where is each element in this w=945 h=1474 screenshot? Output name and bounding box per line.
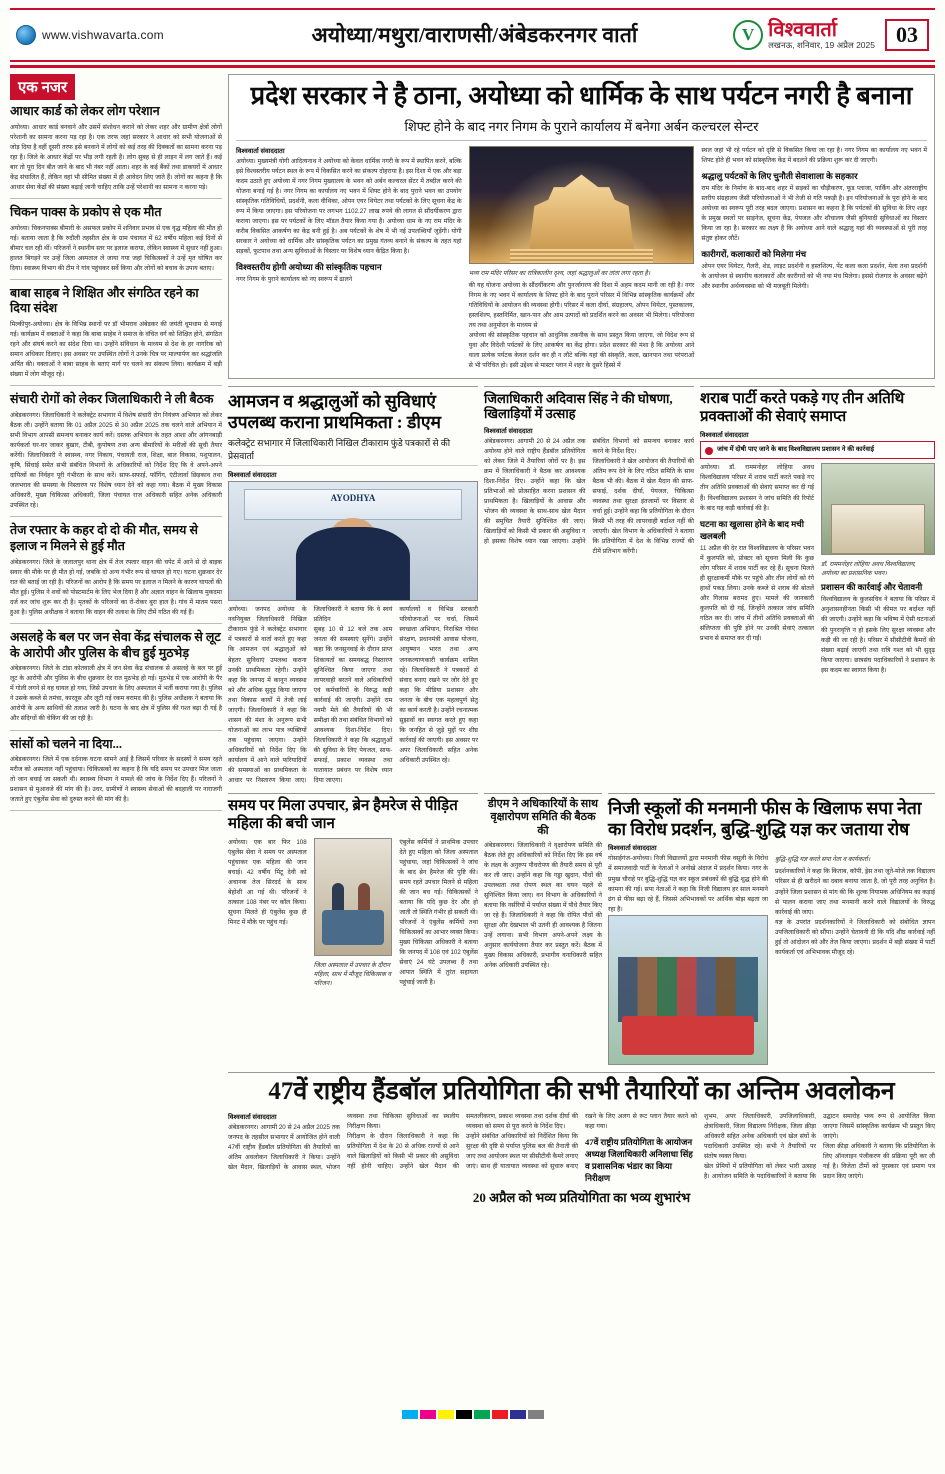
article-col3: विश्वविद्यालय के कुलसचिव ने बताया कि परिसर में अनुशासनहीनता किसी भी कीमत पर बर्दाश्त नहीं की जाएगी। उन्होंने कहा कि भविष्य में ऐसी घटनाओं की पुनरावृत्ति न हो इसके लिए सुरक्षा व्यवस्था और कड़ी की जा रही है। परिसर में सीसीटीवी कैमरों की संख्या बढ़ाई जाएगी तथा रात्रि गश्त को भी सुदृढ़ किया जाएगा। छात्रसंघ पदाधिकारियों ने प्रशासन के इस कदम का स्वागत किया है। xyxy=(821,596,935,674)
article-dm-press xyxy=(228,386,478,786)
list-item[interactable] xyxy=(10,104,222,199)
article-headline: समय पर मिला उपचार, ब्रेन हैमरेज से पीड़ित महिला की बची जान xyxy=(228,798,458,832)
article-liquor-party xyxy=(700,386,935,786)
protest-photo xyxy=(608,915,768,1065)
sports-col5: खेल प्रेमियों में प्रतियोगिता को लेकर भारी उत्साह है। आयोजन समिति के पदाधिकारियों ने बताया कि उद्घाटन समारोह भव्य रूप से आयोजित किया जाएगा जिसमें सांस्कृतिक कार्यक्रम भी प्रस्तुत किए जाएंगे। xyxy=(704,1112,935,1180)
lead-col3-subtext: राम मंदिर के निर्माण के बाद-बाद शहर में सड़कों का चौड़ीकरण, फूड प्लाजा, पार्किंग और अंतरराष्ट्रीय स्तरीय संग्रहालय जैसी परियोजनाओं ने भी तेजी से गति पकड़ी है। इन परियोजनाओं के पूरा होने के बाद अयोध्या का स्वरूप पूरी तरह बदल जाएगा। प्रशासन का कहना है कि पर्यटकों की सुविधा के लिए शहर के प्रमुख स्थलों पर साइनेज, सूचना केंद्र, पेयजल और शौचालय जैसी बुनियादी सुविधाओं का विस्तार किया जा रहा है। सरकार का लक्ष्य है कि अयोध्या आने वाले श्रद्धालु यहां की व्यवस्थाओं से पूरी तरह संतुष्ट होकर लौटें। xyxy=(701,184,928,242)
cmyk-registration-bar xyxy=(10,1410,935,1423)
dm-press-photo xyxy=(228,481,478,601)
lead-subhead: शिफ्ट होने के बाद नगर निगम के पुराने कार्यालय में बनेगा अर्बन कल्चरल सेन्टर xyxy=(236,117,927,141)
sports-closing-line: 20 अप्रैल को भव्य प्रतियोगिता का भव्य शुभारंभ xyxy=(472,1189,691,1205)
article-col1: अयोध्या। जनपद अयोध्या के नवनियुक्त जिलाधिकारी निखिल टीकाराम फुंडे ने कलेक्ट्रेट सभागार में पत्रकारों से वार्ता करते हुए कहा कि आमजन एवं श्रद्धालुओं को बेहतर सुविधाएं उपलब्ध कराना उनकी प्राथमिकता रहेगी। उन्होंने कहा कि जनपद में कानून व्यवस्था को और अधिक सुदृढ़ किया जाएगा तथा विकास कार्यों में तेजी लाई जाएगी। जिलाधिकारी ने कहा कि शासन की मंशा के अनुरूप सभी योजनाओं का लाभ पात्र व्यक्तियों तक पहुंचाया जाएगा। उन्होंने अधिकारियों को निर्देश दिए कि कार्यालय में आने वाले फरियादियों की समस्याओं का प्राथमिकता के आधार पर निस्तारण किया जाए। जिलाधिकारी ने बताया कि वे स्वयं प्रतिदिन xyxy=(228,606,393,785)
hospital-bed-icon xyxy=(322,910,383,945)
article-brain-hemorrhage xyxy=(228,793,478,1065)
page-number: 03 xyxy=(885,19,929,51)
byline: विश्ववार्ता संवाददाता xyxy=(228,1113,277,1121)
site-url[interactable]: www.vishwavarta.com xyxy=(42,28,164,42)
article-col1: अयोध्या। डॉ. राममनोहर लोहिया अवध विश्वविद्यालय परिसर में शराब पार्टी करते पकड़े गए तीन अतिथि प्रवक्ताओं की सेवाएं समाप्त कर दी गई हैं। विश्वविद्यालय प्रशासन ने जांच समिति की रिपोर्ट के बाद यह कड़ी कार्रवाई की है। xyxy=(700,464,814,512)
article-col1: अंबेडकरनगर। आगामी 20 से 24 अप्रैल तक अयोध्या होने वाले राष्ट्रीय हैंडबॉल प्रतियोगिता को लेकर जिले में तैयारियां जोरों पर है। इस क्रम में जिलाधिकारी ने बैठक कर आवश्यक दिशा-निर्देश दिए। उन्होंने कहा कि खेल प्रतिभाओं को प्रोत्साहित करना प्रशासन की प्राथमिकता है। खिलाड़ियों के आवास और भोजन की व्यवस्था के साथ-साथ खेल मैदान की समुचित तैयारी सुनिश्चित की जाए। खिलाड़ियों को किसी भी प्रकार की असुविधा न हो इसका विशेष ध्यान रखा जाएगा। उन्होंने संबंधित विभागों को समन्वय बनाकर कार्य करने के निर्देश दिए। xyxy=(484,437,694,546)
byline: विश्ववार्ता संवाददाता xyxy=(700,432,749,440)
sidebar-item-body: अंबेडकरनगर। जिलाधिकारी ने कलेक्ट्रेट सभागार में विशेष संचारी रोग नियंत्रण अभियान को लेकर बैठक ली। उन्होंने बताया कि 01 अप्रैल 2025 से 30 अप्रैल 2025 तक चलने वाले अभियान में सभी विभाग आपसी समन्वय बनाकर कार्य करें। दस्तक अभियान के तहत आशा और आंगनबाड़ी कार्यकर्ता घर-घर जाकर बुखार, टीबी, कुपोषण तथा अन्य बीमारियों के मरीजों की सूची तैयार करेंगी। जिलाधिकारी ने स्वास्थ्य, नगर निकाय, पंचायती राज, शिक्षा, बाल विकास, पशुपालन, कृषि, सिंचाई समेत सभी संबंधित विभागों के अधिकारियों को निर्देश दिए कि वे अपने-अपने दायित्वों का निर्वहन पूरी गंभीरता के साथ करें। साफ-सफाई, फॉगिंग, एंटीलार्वा छिड़काव तथा जलभराव की समस्या के निस्तारण पर विशेष ध्यान देने को कहा गया। बैठक में मुख्य विकास अधिकारी, मुख्य चिकित्सा अधिकारी, जिला पंचायत राज अधिकारी सहित अनेक अधिकारी उपस्थित रहे। xyxy=(10,411,222,510)
article-deck: कलेक्ट्रेट सभागार में जिलाधिकारी निखिल टीकाराम फुंडे पत्रकारों से की प्रेसवार्ता xyxy=(228,436,478,466)
sports-body-columns xyxy=(228,1112,935,1184)
article-col2: 11 अप्रैल की देर रात विश्वविद्यालय के परिसर भवन में कुलपति को, प्रोक्टर को सूचना मिली कि कुछ लोग परिसर में शराब पार्टी कर रहे हैं। सूचना मिलते ही सुरक्षाकर्मी मौके पर पहुंचे और तीन लोगों को रंगे हाथों पकड़ लिया। उनके कब्जे से शराब की बोतलें और गिलास बरामद हुए। मामले की जानकारी कुलपति को दी गई, जिन्होंने तत्काल जांच समिति गठित कर दी। जांच में तीनों अतिथि प्रवक्ताओं की संलिप्तता की पुष्टि होने पर उनकी सेवाएं तत्काल प्रभाव से समाप्त कर दी गईं। xyxy=(700,544,814,643)
article-body-columns xyxy=(484,437,694,558)
temple-steps-icon xyxy=(510,249,653,263)
article-school-fee-protest xyxy=(608,793,935,1065)
hospital-photo xyxy=(314,838,393,956)
sidebar-item-body: अयोध्या। चिकनपाक्स बीमारी के असफल प्रकोप में शनिवार प्रभाव से एक वृद्ध महिला की मौत हो गई। बताया जाता है कि रुदौली तहसील क्षेत्र के ग्राम पंचायत में 62 वर्षीय महिला कई दिनों से बीमार चल रही थीं। परिजनों ने स्थानीय स्तर पर इलाज कराया, लेकिन स्वास्थ्य में सुधार नहीं हुआ। हालत बिगड़ने पर उन्हें जिला अस्पताल ले जाया गया जहां चिकित्सकों ने उन्हें मृत घोषित कर दिया। स्वास्थ्य विभाग की टीम ने गांव पहुंचकर सर्वे किया और लोगों को बचाव के उपाय बताए। xyxy=(10,224,222,272)
article-headline: डीएम ने अधिकारियों के साथ वृक्षारोपण समिति की बैठक की xyxy=(487,798,599,837)
article-row-3 xyxy=(228,793,935,1065)
globe-icon xyxy=(16,25,36,45)
university-building-photo xyxy=(821,463,935,555)
list-item[interactable] xyxy=(10,737,222,812)
main-column xyxy=(228,74,935,1404)
building-shape-icon xyxy=(831,504,925,554)
article-col2: एंबुलेंस कर्मियों ने प्राथमिक उपचार देते हुए महिला को जिला अस्पताल पहुंचाया, जहां चिकित्सकों ने जांच के बाद ब्रेन हैमरेज की पुष्टि की। समय रहते उपचार मिलने से महिला की जान बच गई। चिकित्सकों ने बताया कि यदि कुछ देर और हो जाती तो स्थिति गंभीर हो सकती थी। xyxy=(399,838,478,916)
article-col2: प्रदर्शनकारियों ने कहा कि किताब, कॉपी, ड्रेस तथा जूते-मोजे तक विद्यालय परिसर से ही खरीदने का दबाव बनाया जाता है, जो पूरी तरह अनुचित है। उन्होंने जिला प्रशासन से मांग की कि शुल्क नियामक अधिनियम का कड़ाई से पालन कराया जाए तथा मनमानी करने वाले विद्यालयों के विरुद्ध कार्रवाई की जाए। xyxy=(775,868,935,916)
article-col2: सुबह 10 से 12 बजे तक आम जनता की समस्याएं सुनेंगे। उन्होंने कहा कि जनसुनवाई के दौरान प्राप्त शिकायतों का समयबद्ध निस्तारण सुनिश्चित किया जाएगा तथा लापरवाही बरतने वाले अधिकारियों एवं कर्मचारियों के विरुद्ध कड़ी कार्रवाई की जाएगी। उन्होंने राम नवमी मेले की तैयारियों की भी समीक्षा की तथा संबंधित विभागों को आवश्यक दिशा-निर्देश दिए। जिलाधिकारी ने कहा कि श्रद्धालुओं की सुविधा के लिए पेयजल, साफ-सफाई, प्रकाश व्यवस्था तथा यातायात प्रबंधन पर विशेष ध्यान दिया जाएगा। xyxy=(313,626,393,785)
logo-subline: लखनऊ, शनिवार, 19 अप्रैल 2025 xyxy=(768,40,875,51)
masthead xyxy=(10,8,935,62)
article-subhead: घटना का खुलासा होने के बाद मची खलबली xyxy=(700,518,804,541)
lead-col3-text: स्थल जहां भी रहे पर्यटन को दृष्टि से विकसित किया जा रहा है। नगर निगम का कार्यालय नए भवन में शिफ्ट होते ही भवन को सांस्कृतिक केंद्र में बदलने की प्रक्रिया शुरू कर दी जाएगी। xyxy=(701,146,928,164)
status-badge xyxy=(700,441,935,459)
byline: विश्ववार्ता संवाददाता xyxy=(228,472,277,480)
lead-col1-subtext: नगर निगम के पुराने कार्यालय को नए स्वरूप में ढालने xyxy=(236,276,353,284)
cmyk-swatch xyxy=(402,1410,418,1419)
masthead-left xyxy=(16,25,216,45)
cmyk-swatch xyxy=(528,1410,544,1419)
lead-headline: प्रदेश सरकार ने है ठाना, अयोध्या को धार्मिक के साथ पर्यटन नगरी है बनाना xyxy=(250,81,913,110)
article-body-columns xyxy=(608,854,935,1064)
sidebar-item-heading: चिकन पाक्स के प्रकोप से एक मौत xyxy=(10,204,162,219)
list-item[interactable] xyxy=(10,205,222,280)
alert-text: जांच में दोषी पाए जाने के बाद विश्वविद्यालय प्रशासन ने की कार्रवाई xyxy=(717,446,874,454)
masthead-center xyxy=(216,21,733,49)
cmyk-swatch xyxy=(456,1410,472,1419)
article-plantation-meeting xyxy=(484,793,602,1065)
article-body-columns xyxy=(228,605,478,786)
sidebar-item-heading: सांसों को चलने ना दिया... xyxy=(10,736,122,751)
newspaper-logo xyxy=(733,20,875,50)
sports-mid-box-head: 47वें राष्ट्रीय प्रतियोगिता के आयोजन अध्यक्ष जिलाधिकारी अनिलाधा सिंह व प्रशासनिक भंडार का किया निरीक्षण xyxy=(585,1136,693,1183)
article-sports-handball xyxy=(228,1072,935,1206)
cmyk-swatch xyxy=(474,1410,490,1419)
lead-columns xyxy=(236,146,927,371)
list-item[interactable] xyxy=(10,630,222,731)
sidebar-label: एक नजर xyxy=(10,74,75,100)
article-body-columns xyxy=(700,463,935,675)
page-content xyxy=(10,74,935,1404)
sidebar-item-body: अंबेडकरनगर। जिले में एक दर्दनाक घटना सामने आई है जिसमें परिवार के सदस्यों ने समय रहते मरीज को अस्पताल नहीं पहुंचाया। चिकित्सकों का कहना है कि यदि समय पर उपचार मिल जाता तो जान बचाई जा सकती थी। स्वास्थ्य विभाग ने मामले की जांच के निर्देश दिए हैं। परिजनों ने प्रशासन से मुआवजे की मांग की है। उधर, ग्रामीणों ने स्वास्थ्य सेवाओं की बदहाली पर नाराजगी जताते हुए एंबुलेंस सेवा को दुरुस्त करने की मांग की है। xyxy=(10,756,222,804)
masthead-right xyxy=(733,19,929,51)
article-headline: जिलाधिकारी अदिवास सिंह ने की घोषणा, खिलाड़ियों में उत्साह xyxy=(484,391,673,422)
cmyk-swatch xyxy=(492,1410,508,1419)
list-item[interactable] xyxy=(10,286,222,387)
sports-col3: उन्होंने संबंधित अधिकारियों को निर्देशित किया कि सुरक्षा की दृष्टि से पर्याप्त पुलिस बल की तैनाती की जाए तथा आयोजन स्थल पर सीसीटीवी कैमरे लगाए जाएं। साथ ही यातायात व्यवस्था को सुचारु बनाए रखने के लिए अलग से रूट प्लान तैयार करने को कहा गया। xyxy=(466,1112,697,1170)
lead-col3-subhead: श्रद्धालु पर्यटकों के लिए चुनौती सेवाशाला के सहकार xyxy=(701,170,858,181)
sports-headline: 47वें राष्ट्रीय हैंडबॉल प्रतियोगिता की सभी तैयारियों का अन्तिम अवलोकन xyxy=(268,1077,895,1105)
article-col1: गोसाईगंज-अयोध्या। निजी विद्यालयों द्वारा मनमानी फीस वसूली के विरोध में समाजवादी पार्टी के नेताओं ने अनोखे अंदाज में प्रदर्शन किया। नगर के प्रमुख चौराहे पर बुद्धि-शुद्धि यज्ञ कर स्कूल प्रबंधकों की बुद्धि शुद्ध होने की कामना की गई। सपा नेताओं ने कहा कि निजी विद्यालय हर साल मनमाने ढंग से फीस बढ़ा रहे हैं, जिससे अभिभावकों पर आर्थिक बोझ बढ़ता जा रहा है। xyxy=(608,855,768,913)
logo-name: विश्ववार्ता xyxy=(768,19,837,42)
article-subhead-2: प्रशासन की कार्रवाई और चेतावनी xyxy=(821,582,923,593)
sports-col6: जिला क्रीड़ा अधिकारी ने बताया कि प्रतियोगिता के लिए ऑनलाइन पंजीकरण की प्रक्रिया पूरी कर ली गई है। विजेता टीमों को पुरस्कार एवं प्रमाण पत्र प्रदान किए जाएंगे। xyxy=(823,1142,935,1180)
article-body-columns xyxy=(228,838,478,989)
header-divider xyxy=(10,65,935,68)
photo-caption: डॉ. राममनोहर लोहिया अवध विश्वविद्यालय, अयोध्या का प्रशासनिक भवन। xyxy=(821,561,916,578)
logo-text xyxy=(768,20,875,50)
lead-col3-subhead-2: कारीगरों, कलाकारों को मिलेगा मंच xyxy=(701,248,807,259)
article-headline: शराब पार्टी करते पकड़े गए तीन अतिथि प्रवक्ताओं की सेवाएं समाप्त xyxy=(700,391,905,425)
sidebar-item-body: अंबेडकरनगर। जिले के टांडा कोतवाली क्षेत्र में जन सेवा केंद्र संचालक से असलहे के बल पर हुई लूट के आरोपी और पुलिस के बीच शुक्रवार देर रात मुठभेड़ हो गई। मुठभेड़ में एक आरोपी के पैर में गोली लगने से वह घायल हो गया, जिसे उपचार के लिए अस्पताल में भर्ती कराया गया है। पुलिस ने उसके कब्जे से तमंचा, कारतूस और लूटी गई रकम बरामद की है। पुलिस अधीक्षक ने बताया कि आरोपी के अन्य साथियों की तलाश जारी है। घटना के बाद क्षेत्र में पुलिस की गश्त बढ़ा दी गई है और संदिग्धों की चेकिंग की जा रही है। xyxy=(10,665,222,723)
lead-col1-subhead: विश्वस्तरीय होगी अयोध्या की सांस्कृतिक पहचान xyxy=(236,262,382,273)
sidebar-column xyxy=(10,74,222,1404)
cmyk-swatch xyxy=(438,1410,454,1419)
lead-story xyxy=(228,74,935,379)
sidebar-item-body: अंबेडकरनगर। जिले के जलालपुर थाना क्षेत्र में तेज रफ्तार वाहन की चपेट में आने से दो बाइक सवार की मौके पर ही मौत हो गई, जबकि दो अन्य गंभीर रूप से घायल हो गए। घटना शुक्रवार देर रात की बताई जा रही है। परिजनों का आरोप है कि समय पर इलाज न मिलने के कारण घायलों की मौत हुई। पुलिस ने शवों को पोस्टमार्टम के लिए भेज दिया है और अज्ञात वाहन के खिलाफ मुकदमा दर्ज कर जांच शुरू कर दी है। मृतकों के परिजनों का रो-रोकर बुरा हाल है। गांव में मातम पसरा हुआ है। पुलिस अधीक्षक ने बताया कि वाहन की तलाश के लिए टीमें गठित की गई हैं। xyxy=(10,558,222,616)
sidebar-item-heading: असलहे के बल पर जन सेवा केंद्र संचालक से लूट के आरोपी और पुलिस के बीच हुई मुठभेड़ xyxy=(10,629,221,660)
lead-col-3 xyxy=(701,146,927,371)
red-cloth-icon xyxy=(622,1016,755,1054)
photo-banner-text: AYODHYA xyxy=(244,489,462,520)
article-col3: कार्यालयों व विभिन्न सरकारी परियोजनाओं पर चर्चा, जिसमें स्वच्छता अभियान, निराश्रित गोवंश संरक्षण, प्रधानमंत्री आवास योजना, आयुष्मान भारत तथा अन्य जनकल्याणकारी कार्यक्रम शामिल रहे। जिलाधिकारी ने पत्रकारों से संवाद बनाए रखने पर जोर देते हुए कहा कि मीडिया प्रशासन और जनता के बीच एक महत्वपूर्ण सेतु का कार्य करती है। उन्होंने रचनात्मक सुझावों का स्वागत करते हुए कहा कि जनहित से जुड़े मुद्दों पर शीघ्र कार्रवाई की जाएगी। इस अवसर पर अपर जिलाधिकारी सहित अनेक अधिकारी उपस्थित रहे। xyxy=(399,606,478,764)
alert-dot-icon xyxy=(705,447,713,455)
person-body-icon xyxy=(296,527,410,600)
photo-caption: भव्य राम मंदिर परिसर का रात्रिकालीन दृश्य, जहां श्रद्धालुओं का तांता लगा रहता है। xyxy=(468,269,651,277)
sidebar-item-heading: संचारी रोगों को लेकर जिलाधिकारी ने ली बैठक xyxy=(10,392,214,407)
lead-col3-subtext-2: ओपन एयर थियेटर, गैलरी, शेड, लाइट प्रदर्शनी व हस्तशिल्प, पेंट कला कला प्रदर्शन, मेला तथा प्रदर्शनी के आयोजन से स्थानीय कलाकारों और कारीगरों को भी नया मंच मिलेगा। इससे रोजगार के अवसर बढ़ेंगे और स्थानीय अर्थव्यवस्था को भी मजबूती मिलेगी। xyxy=(701,262,928,291)
crowd-icon xyxy=(618,957,757,1022)
list-item[interactable] xyxy=(10,392,222,517)
article-row-2 xyxy=(228,386,935,786)
article-body: अंबेडकरनगर। जिलाधिकारी ने वृक्षारोपण समिति की बैठक लेते हुए अधिकारियों को निर्देश दिए कि इस वर्ष के लक्ष्य के अनुरूप पौधरोपण की तैयारी समय से पूरी कर ली जाए। उन्होंने कहा कि गड्ढा खुदान, पौधों की उपलब्धता तथा रोपण स्थल का चयन पहले से सुनिश्चित किया जाए। वन विभाग के अधिकारियों ने बताया कि नर्सरियों में पर्याप्त संख्या में पौधे तैयार किए जा रहे हैं। जिलाधिकारी ने कहा कि रोपित पौधों की सुरक्षा और देखभाल भी उतनी ही आवश्यक है जितना उन्हें लगाना। सभी विभाग अपने-अपने लक्ष्य के अनुसार कार्ययोजना तैयार कर प्रस्तुत करें। बैठक में मुख्य विकास अधिकारी, प्रभागीय वनाधिकारी सहित अनेक अधिकारी उपस्थित रहे। xyxy=(484,841,602,970)
sidebar-item-heading: आधार कार्ड को लेकर लोग परेशान xyxy=(10,104,160,118)
byline: विश्ववार्ता संवाददाता xyxy=(608,845,657,853)
sidebar-item-body: मिल्कीपुर-अयोध्या। क्षेत्र के विभिन्न स्थानों पर डॉ भीमराव अंबेडकर की जयंती धूमधाम से मनाई गई। कार्यक्रम में वक्ताओं ने कहा कि बाबा साहेब ने समाज के वंचित वर्ग को शिक्षित होने, संगठित रहने और संघर्ष करने का संदेश दिया था। उन्होंने संविधान के माध्यम से देश के हर नागरिक को समान अधिकार दिलाए। इस अवसर पर उपस्थित लोगों ने उनके चित्र पर माल्यार्पण कर श्रद्धांजलि अर्पित की। वक्ताओं ने बाबा साहब के बताए मार्ग पर चलने का संकल्प लिया। कार्यक्रम में बड़ी संख्या में लोग मौजूद रहे। xyxy=(10,321,222,379)
logo-mark-icon: V xyxy=(733,20,763,50)
sidebar-item-body: अयोध्या। आधार कार्ड बनवाने और उसमें संशोधन कराने को लेकर शहर और ग्रामीण क्षेत्रों लोगों परेशानी का सामना करना पड़ रहा है। एक तरफ जहां सरकार ने आधार को सभी योजनाओं से जोड़ दिया है वहीं दूसरी तरफ इसे बनवाने में लोगों को कई तरह की दिक्कतों का सामना करना पड़ रहा है। जिले के आधार केंद्रों पर भीड़ लगी रहती है। लोग सुबह से ही लाइन में लग जाते हैं। कई बार तो पूरा दिन बीत जाने के बाद भी नंबर नहीं आता। शहर के कई बैंकों तथा डाकघरों में आधार केंद्र संचालित हैं, लेकिन वहां भी सीमित संख्या में ही आवेदन लिए जाते हैं। लोगों का कहना है कि आधार सेवा केंद्रों की संख्या बढ़ाई जानी चाहिए ताकि उन्हें परेशानी का सामना न करना पड़े। xyxy=(10,123,222,191)
temple-shape-icon xyxy=(512,174,651,253)
photo-caption: जिला अस्पताल में उपचार के दौरान महिला, साथ में मौजूद चिकित्सक व परिजन। xyxy=(313,961,392,987)
article-col2: जिलाधिकारी ने खेल आयोजन की तैयारियों की अंतिम रूप देने के लिए गठित समिति के साथ बैठक भी की। बैठक में खेल मैदान की साफ-सफाई, दर्शक दीर्घा, पेयजल, चिकित्सा व्यवस्था तथा सुरक्षा इंतजामों पर विस्तार से चर्चा हुई। उन्होंने कहा कि प्रतियोगिता के दौरान किसी भी तरह की लापरवाही बर्दाश्त नहीं की जाएगी। खेल विभाग के अधिकारियों ने बताया कि प्रतियोगिता में देश के विभिन्न राज्यों की टीमें प्रतिभाग करेंगी। xyxy=(592,457,694,556)
sidebar-item-heading: तेज रफ्तार के कहर दो दो की मौत, समय से इलाज न मिलने से हुई मौत xyxy=(10,523,198,554)
lead-col-1 xyxy=(236,146,462,371)
article-col3: यज्ञ के उपरांत प्रदर्शनकारियों ने जिलाधिकारी को संबोधित ज्ञापन उपजिलाधिकारी को सौंपा। उन्होंने चेतावनी दी कि यदि शीघ्र कार्रवाई नहीं हुई तो आंदोलन को और तेज किया जाएगा। प्रदर्शन में बड़ी संख्या में पार्टी कार्यकर्ता एवं अभिभावक मौजूद रहे। xyxy=(775,918,935,956)
byline: विश्ववार्ता संवाददाता xyxy=(484,427,533,435)
sports-col2: निरीक्षण के दौरान जिलाधिकारी ने कहा कि प्रतियोगिता में देश के 20 से अधिक राज्यों से आने वाले खिलाड़ियों को किसी भी प्रकार की असुविधा नहीं होनी चाहिए। उन्होंने खेल मैदान की समतलीकरण, प्रकाश व्यवस्था तथा दर्शक दीर्घा की व्यवस्था को समय से पूरा करने के निर्देश दिए। xyxy=(347,1112,578,1170)
article-handball-announcement xyxy=(484,386,694,786)
sports-col4: शुभम, अपर जिलाधिकारी, उपजिलाधिकारी, क्षेत्राधिकारी, जिला विद्यालय निरीक्षक, जिला क्रीड़ा अधिकारी सहित अनेक अधिकारी एवं खेल संघों के पदाधिकारी उपस्थित रहे। सभी ने तैयारियों पर संतोष व्यक्त किया। xyxy=(704,1112,816,1160)
cmyk-swatch xyxy=(510,1410,526,1419)
lead-col2-text: की यह योजना अयोध्या के सौंदर्यीकरण और पुनर्जागरण की दिशा में अहम कदम मानी जा रही है। नगर निगम के नए भवन में कार्यालय के शिफ्ट होने के बाद पुराने परिसर में विभिन्न सांस्कृतिक कार्यक्रमों और गतिविधियों के आयोजन की व्यवस्था होगी। परिसर में कला दीर्घा, संग्रहालय, ओपन थियेटर, पुस्तकालय, हस्तशिल्प, हस्तनिर्मित, खान-पान और आम उत्पादों को प्रदर्शित करने का अवसर भी मिलेगा। परियोजना तय तथा अनुमोदन के माध्यम से xyxy=(468,281,695,329)
article-headline: आमजन व श्रद्धालुओं को सुविधाएं उपलब्ध कराना प्राथमिकता : डीएम xyxy=(228,391,442,432)
lead-col1-text: अयोध्या। मुख्यमंत्री योगी आदित्यनाथ ने अयोध्या को केवल धार्मिक नगरी के रूप में स्थापित करने, बल्कि इसे विश्वस्तरीय पर्यटन स्थल के रूप में विकसित करने का संकल्प दोहराया है। इस दिशा में एक और बड़ा कदम उठाते हुए अयोध्या में नगर निगम मुख्यालय के भवन को अर्बन कल्चरल सेंटर में तब्दील करने की योजना बनाई गई है। नगर निगम का कार्यालय नए भवन में शिफ्ट होने के बाद पुराने भवन का उपयोग सांस्कृतिक गतिविधियों, प्रदर्शनी, कला वीथिका, ओपन एयर थियेटर तथा पर्यटकों के लिए सूचना केंद्र के रूप में किया जाएगा। इस परियोजना पर लगभग 1102.27 लाख रुपये की लागत से सौंदर्यीकरण द्वारा कराया जाएगा। इस पर पर्यटकों के लिए मॉडल तैयार किया गया है। अयोध्या धाम के नए राम मंदिर के करीब विकसित आकर्षण का केंद्र बनी हुई है। अब पर्यटकों के शेष में भी नई उपलब्धियाँ जुड़ेंगी। योगी सरकार ने अयोध्या को धार्मिक और सांस्कृतिक पर्यटन का प्रमुख गंतव्य बनाने के संकल्प के तहत यहां सड़कों, फुटपाथ तथा अन्य सुविधाओं के विस्तार पर विशेष ध्यान केंद्रित किया है। xyxy=(236,157,462,256)
lead-col2-text-b: अयोध्या की सांस्कृतिक पहचान को आधुनिक तकनीक के साथ प्रस्तुत किया जाएगा, जो विदेश रूप से युवा और विदेशी पर्यटकों के लिए आकर्षण का केंद्र होगा। प्रदेश सरकार की मंशा है कि अयोध्या आने वाला प्रत्येक पर्यटक केवल दर्शन कर ही न लौटे बल्कि यहां की संस्कृति, कला, खानपान तथा परंपराओं से भी परिचित हो। इसी उद्देश्य से मास्टर प्लान में शहर के दूसरे हिस्से में xyxy=(468,331,695,369)
byline: विश्ववार्ता संवाददाता xyxy=(236,147,285,155)
edition-line: अयोध्या/मथुरा/वाराणसी/अंबेडकरनगर वार्ता xyxy=(311,23,638,47)
list-item[interactable] xyxy=(10,523,222,624)
article-col3: परिजनों ने एंबुलेंस कर्मियों तथा चिकित्सकों का आभार व्यक्त किया। मुख्य चिकित्सा अधिकारी ने बताया कि जनपद में 108 एवं 102 एंबुलेंस सेवाएं 24 घंटे उपलब्ध हैं तथा आपात स्थिति में तुरंत सहायता पहुंचाई जाती है। xyxy=(399,918,478,987)
article-col1: अयोध्या। एक बार फिर 108 एंबुलेंस सेवा ने समय पर अस्पताल पहुंचाकर एक महिला की जान बचाई। 42 वर्षीय मिंटू देवी को अचानक तेज सिरदर्द के साथ बेहोशी आ गई थी। परिजनों ने तत्काल 108 नंबर पर कॉल किया। सूचना मिलते ही एंबुलेंस कुछ ही मिनट में मौके पर पहुंच गई। xyxy=(228,838,307,926)
sports-col1: अंबेडकरनगर। आगामी 20 से 24 अप्रैल 2025 तक जनपद के तहसील सभागार में आयोजित होने वाली 47वीं राष्ट्रीय हैंडबॉल प्रतियोगिता की तैयारियों का अंतिम अवलोकन जिलाधिकारी ने किया। उन्होंने खेल मैदान, खिलाड़ियों के आवास स्थल, भोजन व्यवस्था तथा चिकित्सा सुविधाओं का स्थलीय निरीक्षण किया। xyxy=(228,1112,459,1171)
lead-col-2 xyxy=(469,146,695,371)
article-headline: निजी स्कूलों की मनमानी फीस के खिलाफ सपा नेता का विरोध प्रदर्शन, बुद्धि-शुद्धि यज्ञ कर जताया रोष xyxy=(608,798,922,839)
photo-caption: बुद्धि-शुद्धि यज्ञ करते सपा नेता व कार्यकर्ता। xyxy=(775,856,871,864)
temple-photo xyxy=(469,146,695,264)
sidebar-item-heading: बाबा साहब ने शिक्षित और संगठित रहने का दिया संदेश xyxy=(10,285,199,316)
cmyk-swatch xyxy=(420,1410,436,1419)
